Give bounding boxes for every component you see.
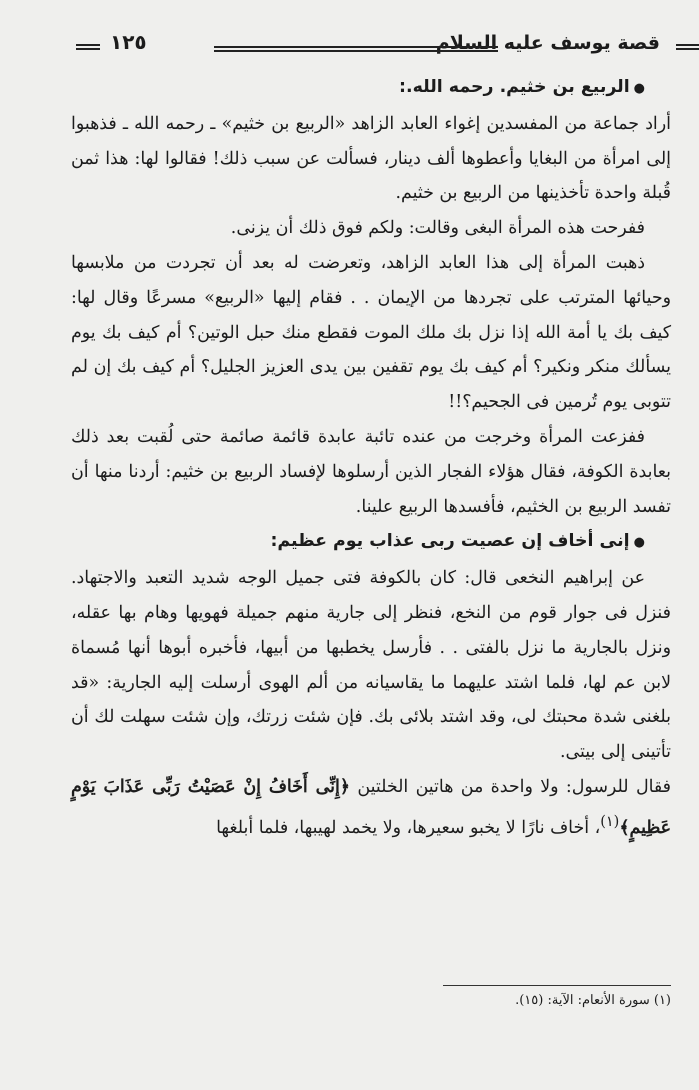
footnote-divider (443, 985, 671, 986)
paragraph: أراد جماعة من المفسدين إغواء العابد الزاهد «الربيع بن خثيم» ـ رحمه الله ـ فذهبوا إلى امرأة من البغايا وأعطوها ألف دينار، فسألت عن سبب ذلك! فقالوا لها: هذا ثمن قُبلة واحدة تأخذينها من الربيع بن خثيم. (71, 113, 671, 204)
paragraph-text: فقال للرسول: ولا واحدة من هاتين الخلتين (357, 776, 671, 797)
paragraph-with-verse (71, 770, 671, 845)
paragraph-text: ، أخاف نارًا لا يخبو سعيرها، ولا يخمد لهيبها، فلما أبلغها (216, 817, 601, 838)
page-number: ١٢٥ (110, 30, 147, 54)
section-heading-text: الربيع بن خثيم. رحمه الله.: (399, 77, 630, 97)
section-heading-text: إنى أخاف إن عصيت ربى عذاب يوم عظيم: (270, 531, 630, 552)
header-rule-right (676, 44, 699, 50)
section-heading-rabi (71, 70, 671, 107)
footnote: (١) سورة الأنعام: الآية: (١٥). (515, 993, 671, 1008)
body-text (71, 70, 671, 845)
header-rule-left (76, 44, 100, 50)
paragraph: عن إبراهيم النخعى قال: كان بالكوفة فتى جميل الوجه شديد التعبد والاجتهاد. فنزل فى جوار قوم من النخع، فنظر إلى جارية منهم جميلة فهويها وهام بها عقله، ونزل بالجارية ما نزل بالفتى . . فأرسل يخطبها من أبيها، فأخبره أبوها أنها مُسماة لابن عم لها، فلما اشتد عليهما ما يقاسيانه من ألم الهوى أرسلت إليه الجارية: «قد بلغنى شدة محبتك لى، وقد اشتد بلائى بك. فإن شئت زرتك، وإن شئت سهلت لك أن تأتينى إلى بيتى. (71, 568, 671, 763)
quran-verse: ﴿إِنِّى أَخَافُ إِنْ عَصَيْتُ رَبِّى عَذَابَ يَوْمٍ عَظِيمٍ﴾ (71, 776, 671, 838)
bullet-icon: ● (633, 535, 645, 551)
bullet-icon: ● (633, 81, 645, 96)
header-rule-middle (214, 46, 498, 52)
paragraph: ذهبت المرأة إلى هذا العابد الزاهد، وتعرضت له بعد أن تجردت من ملابسها وحيائها المترتب على تجردها من الإيمان . . فقام إليها «الربيع» مسرعًا وقال لها: كيف بك يا أمة الله إذا نزل بك ملك الموت فقطع منك حبل الوتين؟ أم كيف بك يوم يسألك منكر ونكير؟ أم كيف بك يوم تقفين بين يدى العزيز الجليل؟ أم كيف بك إن لم تتوبى يوم تُرمين فى الجحيم؟!! (71, 252, 671, 413)
footnote-marker: (١) (600, 813, 620, 830)
page-header (72, 28, 688, 68)
book-title: قصة يوسف عليه السلام (435, 32, 660, 54)
section-heading-fear (71, 524, 671, 561)
paragraph: ففزعت المرأة وخرجت من عنده تائبة عابدة قائمة صائمة حتى لُقبت بعد ذلك بعابدة الكوفة، فقال هؤلاء الفجار الذين أرسلوها لإفساد الربيع بن خثيم: أردنا منها أن تفسد الربيع بن الخثيم، فأفسدها الربيع علينا. (71, 426, 671, 517)
paragraph: ففرحت هذه المرأة البغى وقالت: ولكم فوق ذلك أن يزنى. (230, 218, 645, 239)
